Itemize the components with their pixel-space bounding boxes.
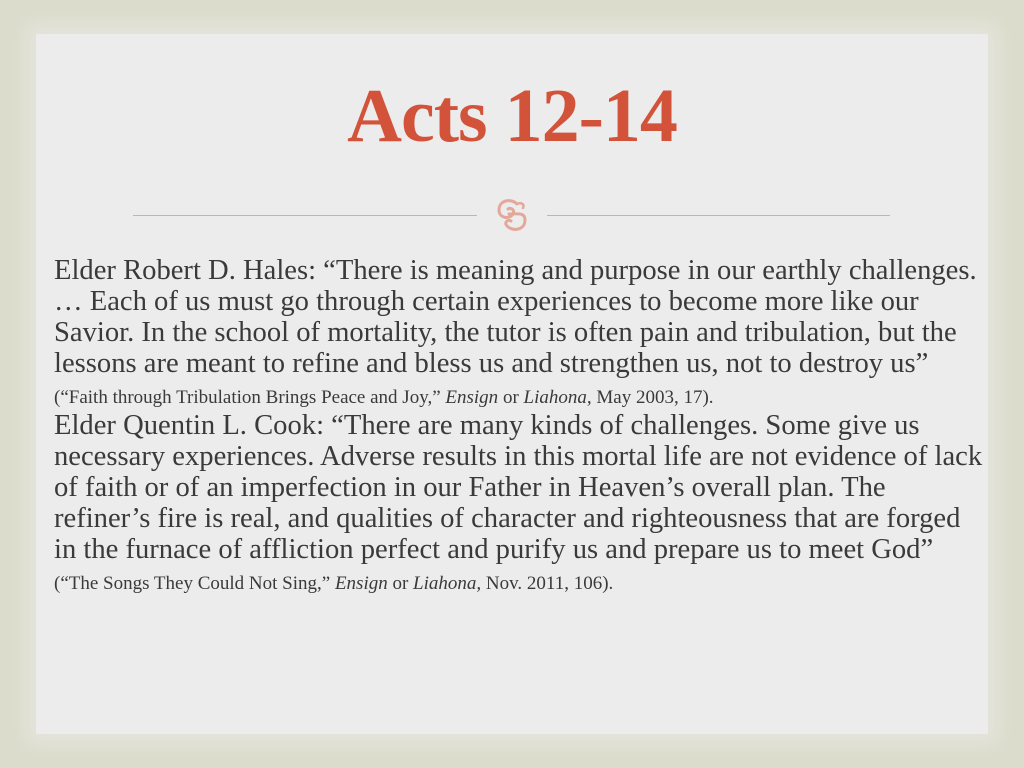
quote-hales [54, 255, 984, 410]
quote-text: Elder Quentin L. Cook: “There are many kinds of challenges. Some give us necessary experiences. Adverse results in this mortal life are not evidence of lack of faith or of an imperfection in our Father in Heaven’s overall plan. The refiner’s fire is real, and qualities of character and righteousness that are forged in the furnace of affliction perfect and purify us and prepare us to meet God” [54, 410, 983, 565]
quote-citation: (“Faith through Tribulation Brings Peace and Joy,” Ensign or Liahona, May 2003, 17). [54, 387, 714, 408]
flourish-icon [477, 194, 547, 236]
quote-list [54, 255, 984, 596]
slide-title: Acts 12-14 [347, 74, 677, 158]
quote-text: Elder Robert D. Hales: “There is meaning and purpose in our earthly challenges. … Each of us must go through certain experiences to become more like our Savior. In the school of mortality, the tutor is often pain and tribulation, but the lessons are meant to refine and bless us and strengthen us, not to destroy us” [54, 255, 977, 379]
quote-citation: (“The Songs They Could Not Sing,” Ensign or Liahona, Nov. 2011, 106). [54, 573, 614, 594]
quote-cook [54, 410, 984, 596]
